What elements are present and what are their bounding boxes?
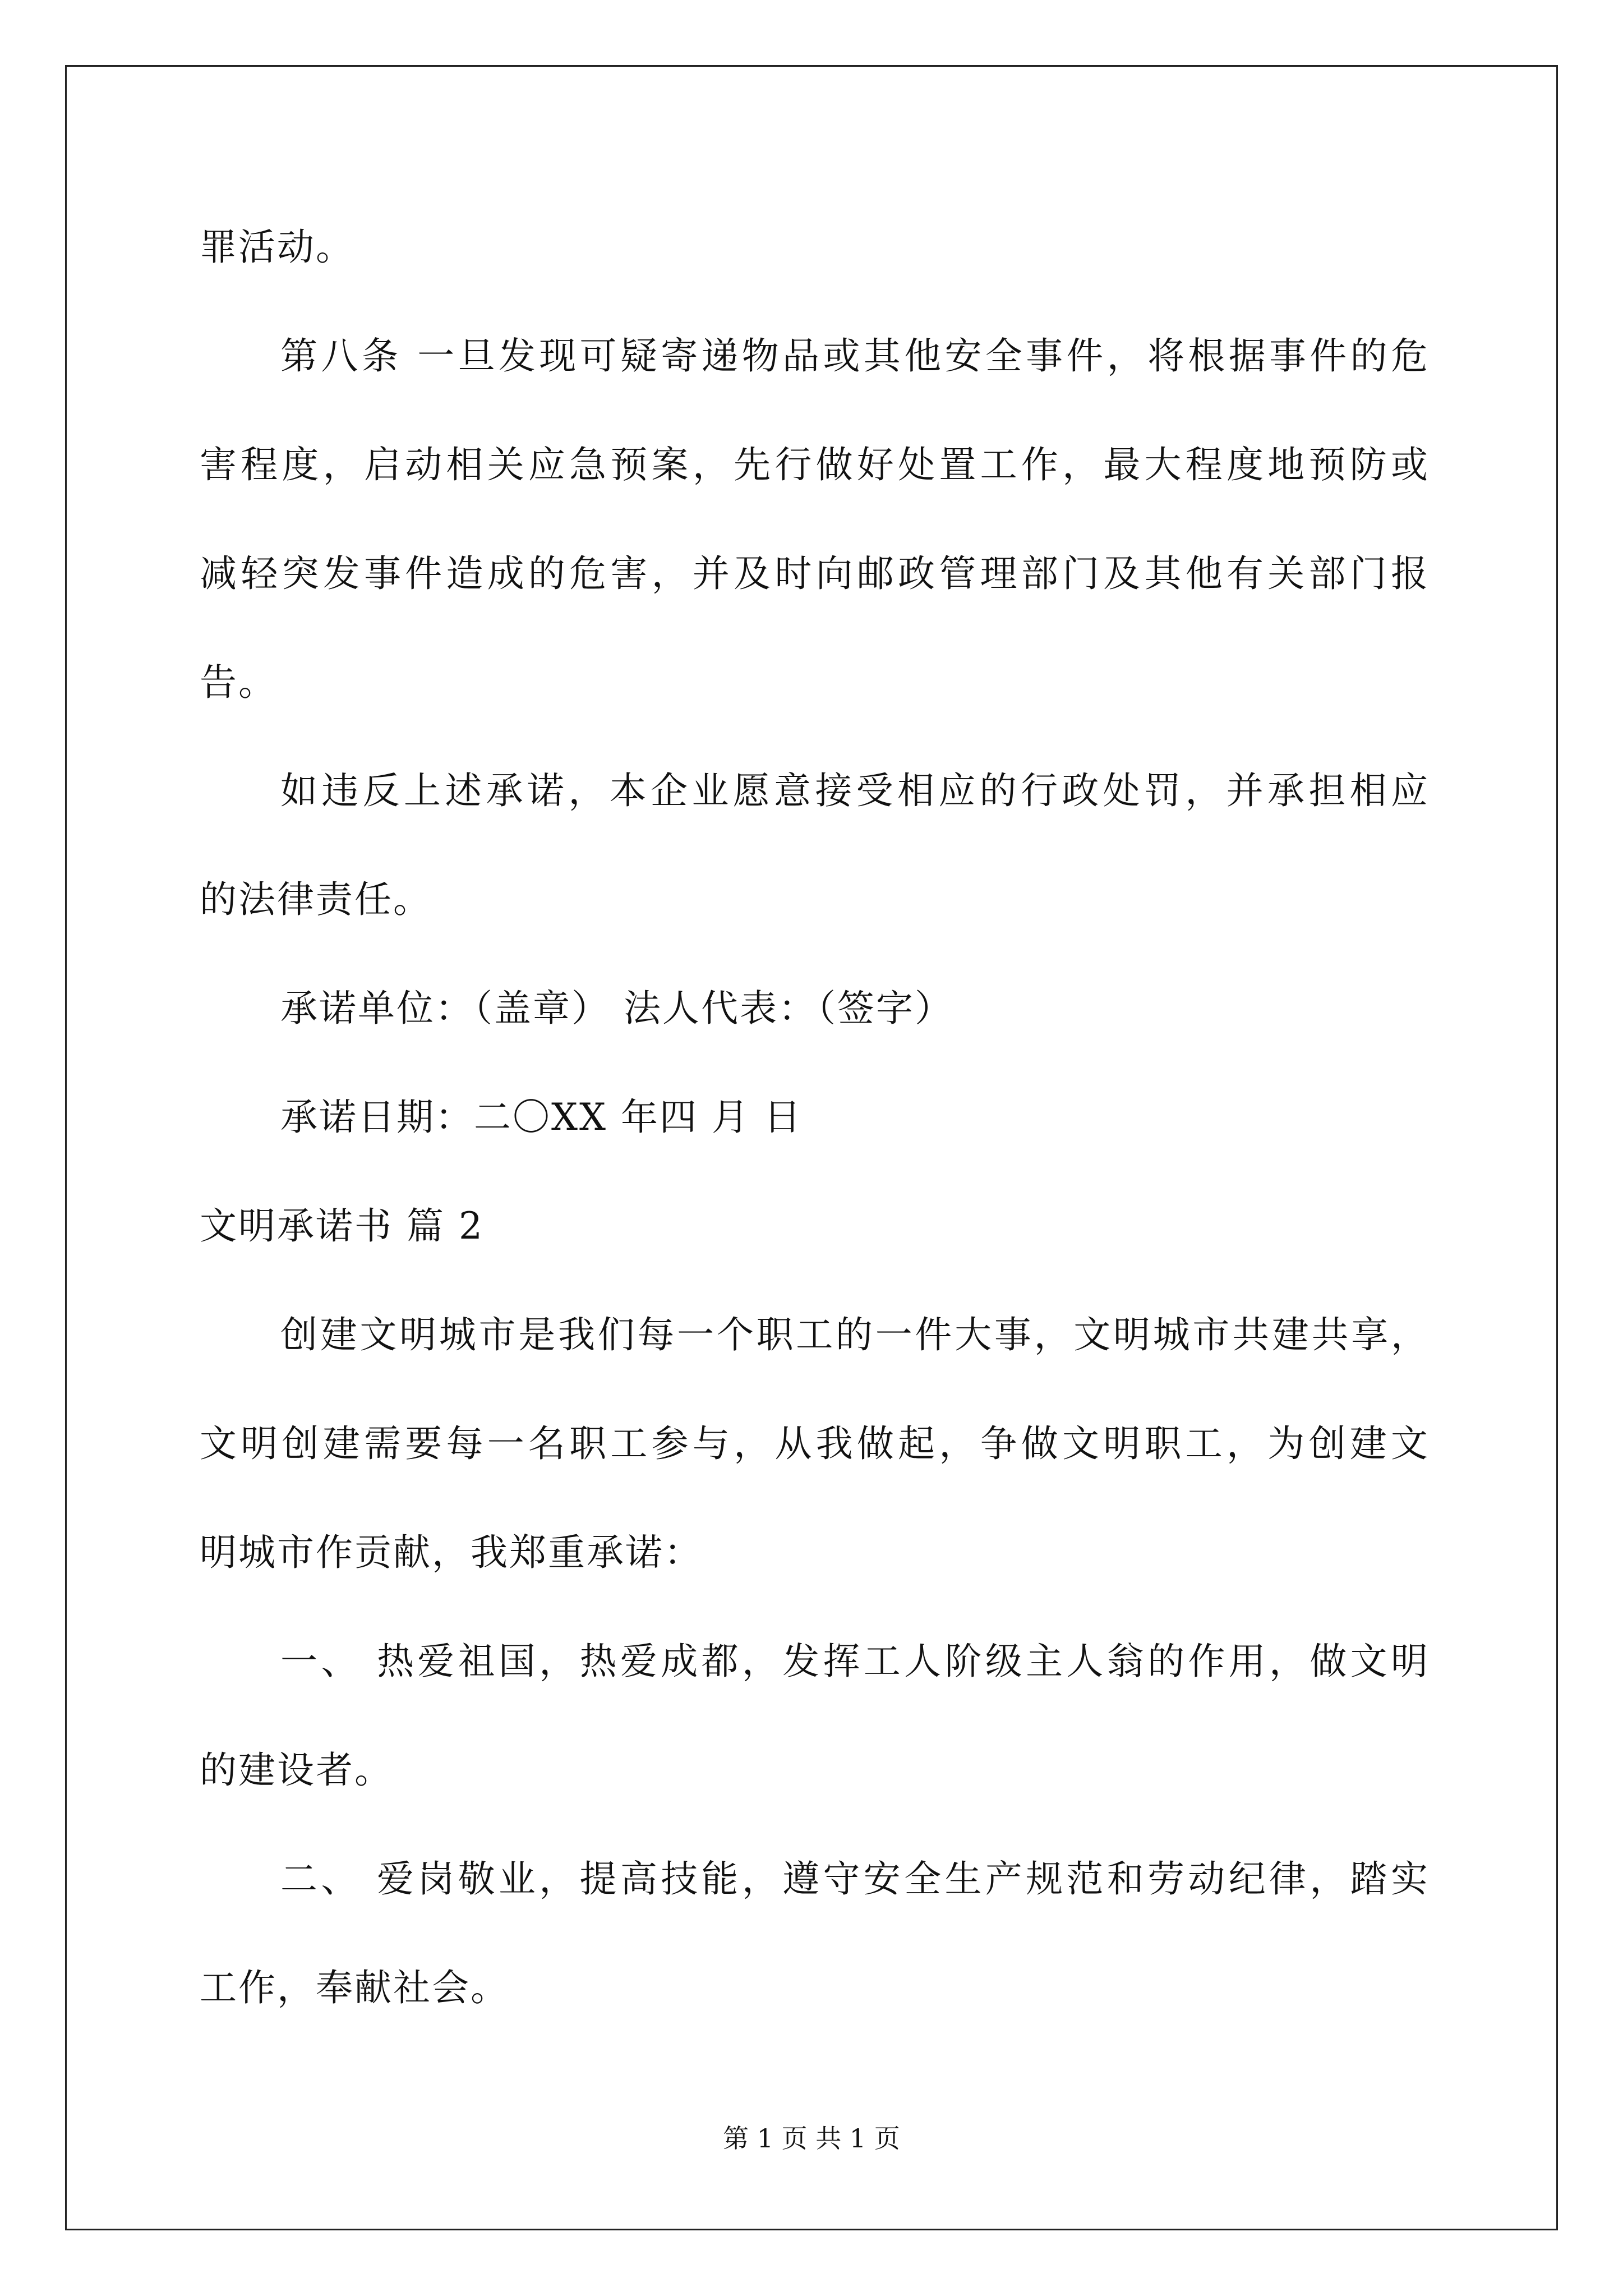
text-line: 文明创建需要每一名职工参与，从我做起，争做文明职工，为创建文 — [200, 1422, 1428, 1465]
signature-line: 承诺单位：（盖章） 法人代表：（签字） — [280, 987, 953, 1030]
page-footer: 第 1 页 共 1 页 — [723, 2123, 900, 2154]
list-item-2: 二、 爱岗敬业，提高技能，遵守安全生产规范和劳动纪律，踏实 — [280, 1857, 1428, 1901]
paragraph-violation: 如违反上述承诺，本企业愿意接受相应的行政处罚，并承担相应 — [280, 769, 1428, 812]
text-line: 减轻突发事件造成的危害，并及时向邮政管理部门及其他有关部门报 — [200, 552, 1428, 595]
text-line: 害程度，启动相关应急预案，先行做好处置工作，最大程度地预防或 — [200, 443, 1428, 486]
text-line: 告。 — [200, 661, 277, 704]
text-line: 的法律责任。 — [200, 878, 432, 921]
list-item-1: 一、 热爱祖国，热爱成都，发挥工人阶级主人翁的作用，做文明 — [280, 1640, 1428, 1683]
date-line: 承诺日期：二〇XX 年四 月 日 — [280, 1096, 803, 1139]
page-border — [65, 65, 1558, 2230]
paragraph-article-8: 第八条 一旦发现可疑寄递物品或其他安全事件，将根据事件的危 — [280, 334, 1428, 378]
text-line: 的建设者。 — [200, 1749, 393, 1792]
text-line: 罪活动。 — [200, 226, 354, 269]
section-heading: 文明承诺书 篇 2 — [200, 1204, 484, 1248]
text-line: 明城市作贡献，我郑重承诺： — [200, 1531, 703, 1574]
text-line: 工作，奉献社会。 — [200, 1966, 509, 2009]
paragraph-intro: 创建文明城市是我们每一个职工的一件大事，文明城市共建共享， — [280, 1313, 1428, 1356]
